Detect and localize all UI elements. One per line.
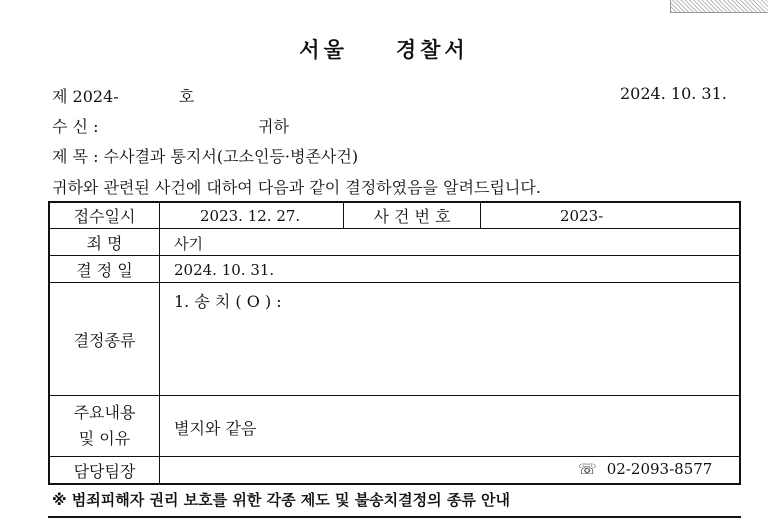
- document-date: 2024. 10. 31.: [620, 84, 727, 103]
- scan-stamp: [670, 0, 768, 13]
- charge-label: 죄 명: [50, 229, 160, 255]
- page-title: [0, 34, 768, 64]
- result-table: [48, 201, 741, 485]
- intro-text: 귀하와 관련된 사건에 대하여 다음과 같이 결정하였음을 알려드립니다.: [52, 178, 541, 197]
- table-row: [50, 283, 739, 396]
- title-station-city: 서울: [299, 38, 348, 62]
- phone-number: 02-2093-8577: [606, 460, 713, 478]
- title-station-name: 경찰서: [395, 38, 469, 62]
- bottom-rule: [48, 516, 741, 518]
- summary-label-line1: 주요내용: [73, 403, 136, 422]
- phone-icon: ☏: [578, 460, 597, 478]
- decision-date-label: 결 정 일: [50, 256, 160, 282]
- document-number-prefix: 제 2024-: [52, 87, 119, 106]
- received-date-value: 2023. 12. 27.: [200, 207, 301, 225]
- table-row: [50, 203, 739, 229]
- received-date-label: 접수일시: [50, 203, 160, 228]
- summary-value: 별지와 같음: [174, 419, 257, 438]
- team-lead-label: 담당팀장: [50, 457, 160, 483]
- table-row: [50, 457, 739, 483]
- document-number-suffix: 호: [178, 87, 195, 106]
- document-number: [52, 84, 194, 107]
- decision-date-value: 2024. 10. 31.: [174, 261, 275, 279]
- charge-value: 사기: [174, 235, 203, 253]
- footnote-notice: ※ 범죄피해자 권리 보호를 위한 각종 제도 및 불송치결정의 종류 안내: [52, 491, 511, 509]
- recipient-label: 수 신 :: [52, 117, 99, 136]
- decision-type-label: 결정종류: [50, 283, 160, 395]
- case-number-value: 2023-: [560, 207, 604, 225]
- summary-label-line2: 및 이유: [78, 429, 131, 448]
- document-subject: 제 목 : 수사결과 통지서(고소인등·병존사건): [52, 147, 359, 166]
- phone-contact: [578, 460, 712, 478]
- summary-label: [50, 396, 160, 456]
- table-row: [50, 396, 739, 457]
- decision-type-value: 1. 송 치 ( O ) :: [174, 292, 282, 311]
- recipient-honorific: 귀하: [258, 117, 289, 136]
- table-row: [50, 229, 739, 256]
- case-number-label: 사 건 번 호: [343, 203, 481, 228]
- table-row: [50, 256, 739, 283]
